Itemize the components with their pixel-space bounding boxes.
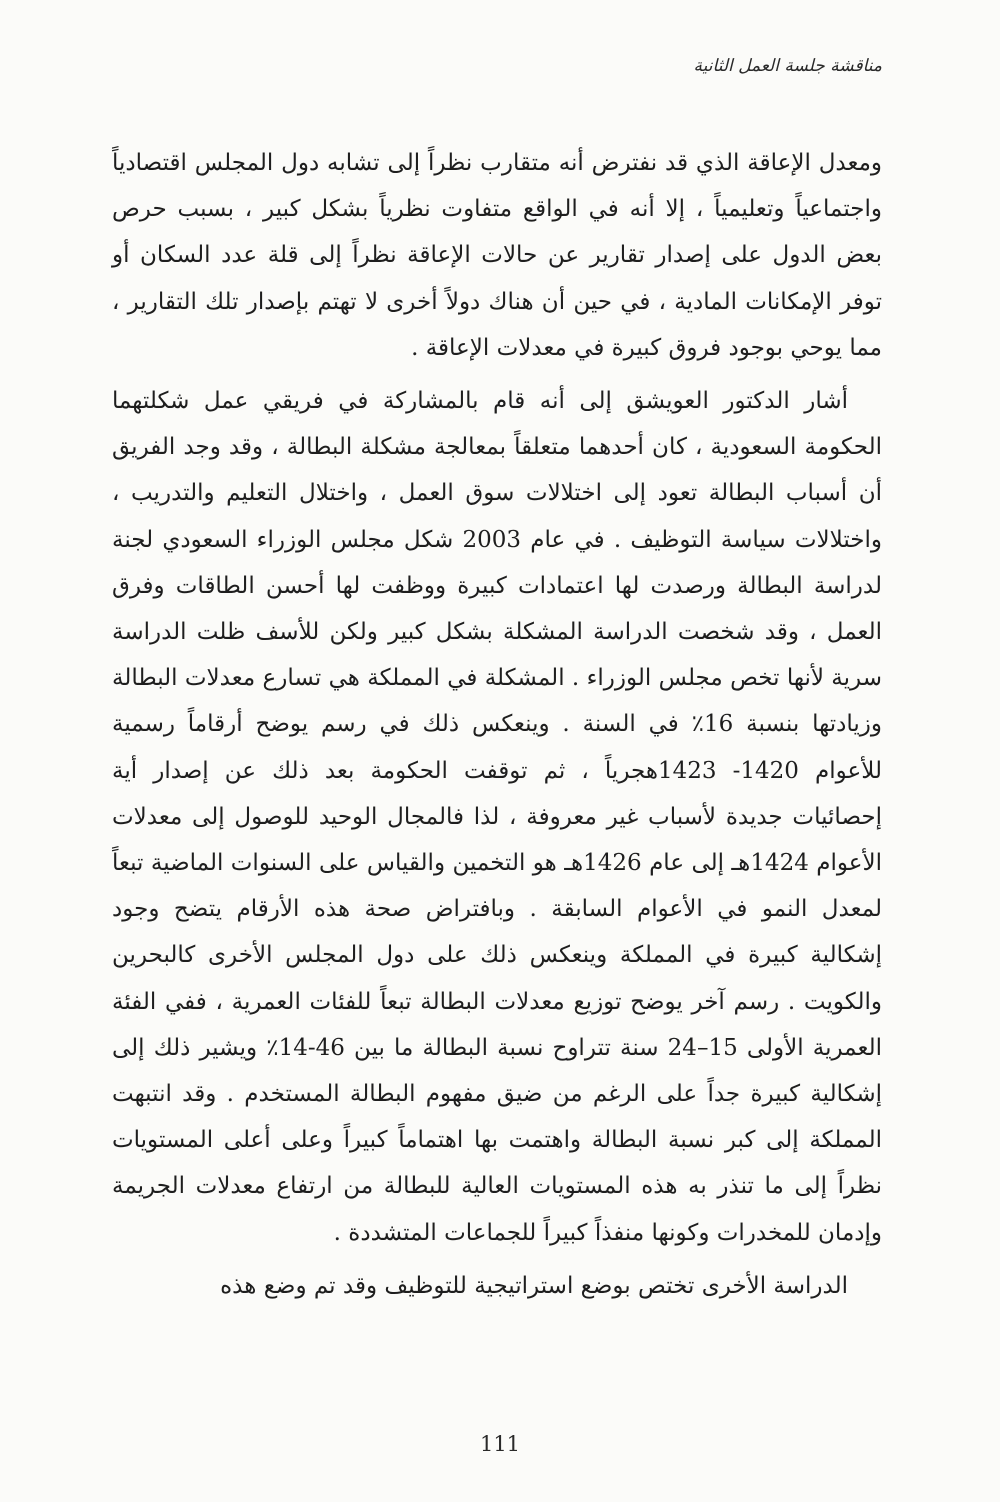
body-text: [112, 140, 882, 1316]
paragraph-unemployment-study: أشار الدكتور العويشق إلى أنه قام بالمشاركة في فريقي عمل شكلتهما الحكومة السعودية ، كان أحدهما متعلقاً بمعالجة مشكلة البطالة ، وقد وجد الفريق أن أسباب البطالة تعود إلى اختلالات سوق العمل ، واختلال التعليم والتدريب ، واختلالات سياسة التوظيف . في عام 2003 شكل مجلس الوزراء السعودي لجنة لدراسة البطالة ورصدت لها اعتمادات كبيرة ووظفت لها أحسن الطاقات وفرق العمل ، وقد شخصت الدراسة المشكلة بشكل كبير ولكن للأسف ظلت الدراسة سرية لأنها تخص مجلس الوزراء . المشكلة في المملكة هي تسارع معدلات البطالة وزيادتها بنسبة 16٪ في السنة . وينعكس ذلك في رسم يوضح أرقاماً رسمية للأعوام 1420- 1423هجرياً ، ثم توقفت الحكومة بعد ذلك عن إصدار أية إحصائيات جديدة لأسباب غير معروفة ، لذا فالمجال الوحيد للوصول إلى معدلات الأعوام 1424هـ إلى عام 1426هـ هو التخمين والقياس على السنوات الماضية تبعاً لمعدل النمو في الأعوام السابقة . وبافتراض صحة هذه الأرقام يتضح وجود إشكالية كبيرة في المملكة وينعكس ذلك على دول المجلس الأخرى كالبحرين والكويت . رسم آخر يوضح توزيع معدلات البطالة تبعاً للفئات العمرية ، ففي الفئة العمرية الأولى 15–24 سنة تتراوح نسبة البطالة ما بين 46-14٪ ويشير ذلك إلى إشكالية كبيرة جداً على الرغم من ضيق مفهوم البطالة المستخدم . وقد انتبهت المملكة إلى كبر نسبة البطالة واهتمت بها اهتماماً كبيراً وعلى أعلى المستويات نظراً إلى ما تنذر به هذه المستويات العالية للبطالة من ارتفاع معدلات الجريمة وإدمان للمخدرات وكونها منفذاً كبيراً للجماعات المتشددة .: [112, 388, 883, 1246]
page-number: 111: [479, 1432, 521, 1456]
running-header: مناقشة جلسة العمل الثانية: [693, 56, 882, 76]
paragraph-disability-rates: ومعدل الإعاقة الذي قد نفترض أنه متقارب نظراً إلى تشابه دول المجلس اقتصادياً واجتماعياً وتعليمياً ، إلا أنه في الواقع متفاوت نظرياً بشكل كبير ، بسبب حرص بعض الدول على إصدار تقارير عن حالات الإعاقة نظراً إلى قلة عدد السكان أو توفر الإمكانات المادية ، في حين أن هناك دولاً أخرى لا تهتم بإصدار تلك التقارير ، مما يوحي بوجود فروق كبيرة في معدلات الإعاقة .: [112, 150, 882, 361]
paragraph-employment-strategy: الدراسة الأخرى تختص بوضع استراتيجية للتوظيف وقد تم وضع هذه: [220, 1272, 848, 1299]
